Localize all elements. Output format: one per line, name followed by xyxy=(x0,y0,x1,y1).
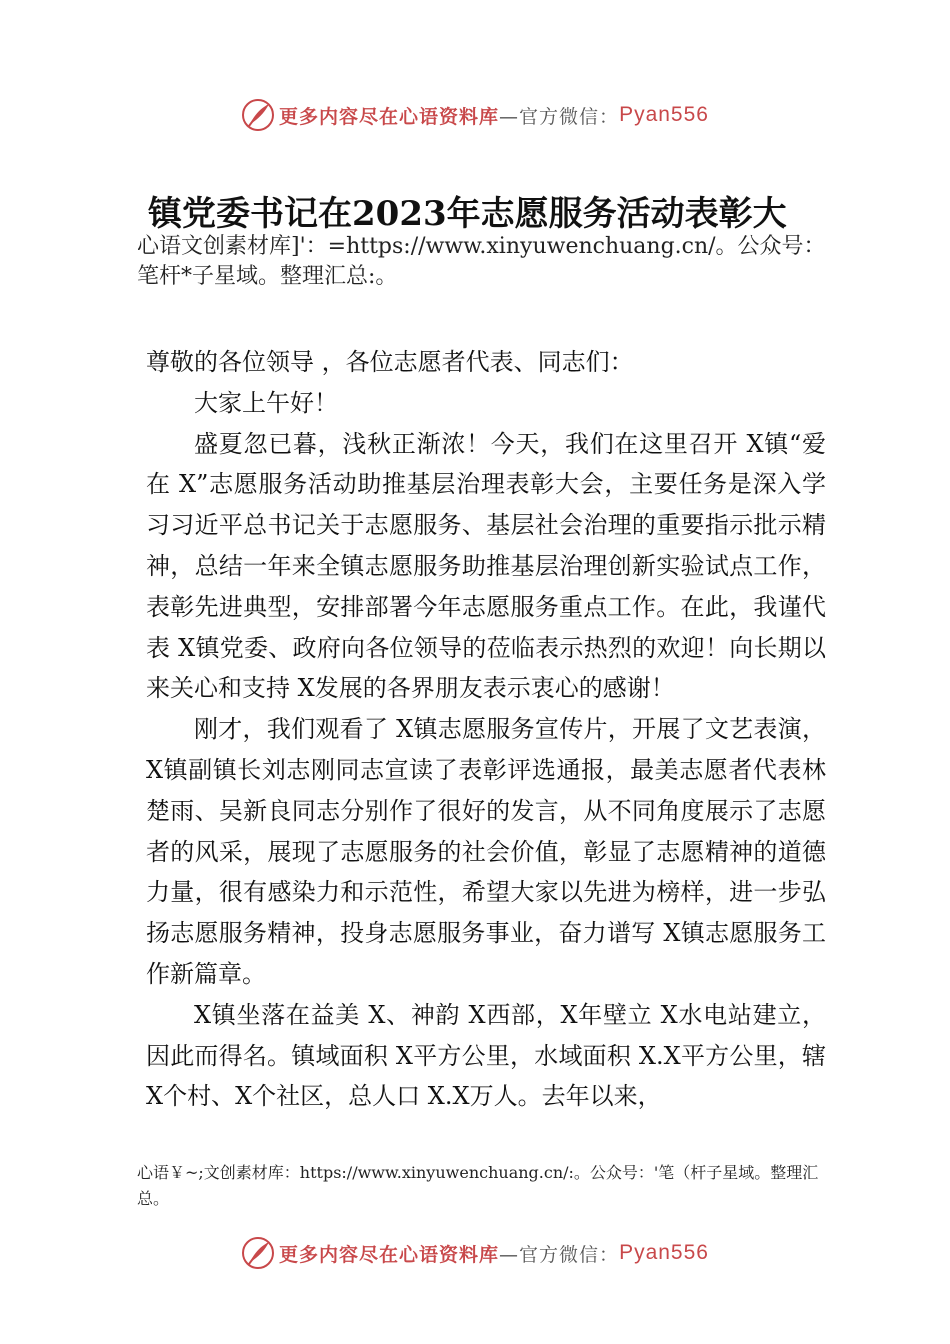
feather-logo-icon xyxy=(241,1236,275,1270)
paragraph-review: 刚才，我们观看了 X镇志愿服务宣传片，开展了文艺表演，X镇副镇长刘志刚同志宣读了表彰评选通报，最美志愿者代表林楚雨、吴新良同志分别作了很好的发言，从不同角度展示了志愿者的风采，展现了志愿服务的社会价值，彰显了志愿精神的道德力量，很有感染力和示范性，希望大家以先进为榜样，进一步弘扬志愿服务精神，投身志愿服务事业，奋力谱写 X镇志愿服务工作新篇章。 xyxy=(146,715,826,988)
document-body xyxy=(146,342,826,1117)
banner-wechat-id: Pyan556 xyxy=(619,1241,709,1264)
banner-wechat-id: Pyan556 xyxy=(619,103,709,126)
banner-red-text: 更多内容尽在心语资料库 xyxy=(279,1243,500,1266)
salutation: 尊敬的各位领导 ，各位志愿者代表、同志们： xyxy=(146,348,634,376)
watermark-bottom: 心语￥~;文创素材库：https://www.xinyuwenchuang.cn/:。公众号：'笔（杆子星域。整理汇总。 xyxy=(137,1163,819,1208)
paragraph-opening: 盛夏忽已暮，浅秋正渐浓！今天，我们在这里召开 X镇“爱在 X”志愿服务活动助推基层治理表彰大会，主要任务是深入学习习近平总书记关于志愿服务、基层社会治理的重要指示批示精神，总结一年来全镇志愿服务助推基层治理创新实验试点工作，表彰先进典型，安排部署今年志愿服务重点工作。在此，我谨代表 X镇党委、政府向各位领导的莅临表示热烈的欢迎！向长期以来关心和支持 X发展的各界朋友表示衷心的感谢！ xyxy=(146,429,826,703)
paragraph-greeting: 大家上午好！ xyxy=(194,388,338,417)
banner-dark-text: —官方微信： xyxy=(499,105,620,128)
paragraph-town-intro: X镇坐落在益美 X、神韵 X西部，X年壁立 X水电站建立，因此而得名。镇域面积 X平方公里，水域面积 X.X平方公里，辖 X个村、X个社区，总人口 X.X万人。去年以来， xyxy=(146,1000,826,1111)
feather-logo-icon xyxy=(241,98,275,132)
document-title: 镇党委书记在2023年志愿服务活动表彰大 xyxy=(148,194,787,234)
header-banner xyxy=(0,95,950,135)
banner-red-text: 更多内容尽在心语资料库 xyxy=(279,105,500,128)
watermark-top: 心语文创素材库]'：=https://www.xinyuwenchuang.cn/。公众号：笔杆*子星域。整理汇总:。 xyxy=(137,234,826,289)
banner-dark-text: —官方微信： xyxy=(499,1243,620,1266)
footer-banner xyxy=(0,1233,950,1273)
